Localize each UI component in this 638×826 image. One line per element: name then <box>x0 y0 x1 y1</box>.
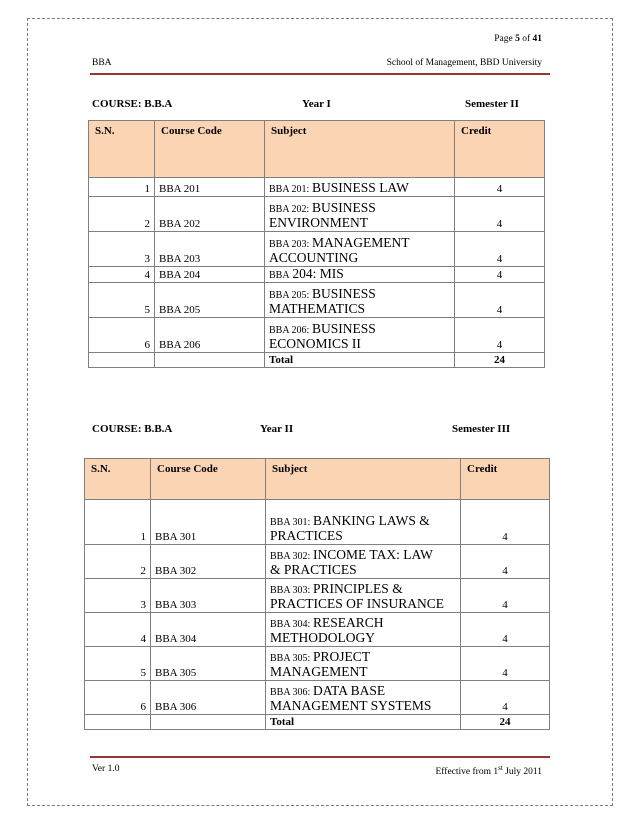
cell-sn: 4 <box>85 613 151 647</box>
subject-code: BBA <box>269 270 290 281</box>
table-header-row <box>85 459 550 500</box>
cell-credit: 4 <box>461 681 550 715</box>
footer-rule <box>90 756 550 758</box>
subject-code: BBA 201: <box>269 184 310 195</box>
subject-name-line1: BANKING LAWS & <box>313 513 430 528</box>
subject-name-line1: INCOME TAX: LAW <box>313 547 433 562</box>
footer-effective-text: Effective from 1 <box>435 767 499 778</box>
table-row <box>85 647 550 681</box>
subject-name-line2: PRACTICES OF INSURANCE <box>270 596 445 611</box>
subject-name-line1: DATA BASE <box>313 683 386 698</box>
cell-sn: 3 <box>89 232 155 267</box>
footer-effective-sup: st <box>498 764 503 772</box>
t2-course: COURSE: B.B.A <box>92 423 173 435</box>
subject-name-line1: BUSINESS LAW <box>312 180 409 195</box>
cell-subject <box>265 318 455 353</box>
subject-name-line2: MANAGEMENT SYSTEMS <box>270 698 432 713</box>
col-subject: Subject <box>265 121 455 178</box>
subject-name-line1: BUSINESS <box>312 321 376 336</box>
total-credit: 24 <box>461 715 550 730</box>
subject-code: BBA 203: <box>269 239 310 250</box>
cell-credit: 4 <box>455 267 545 283</box>
cell-sn: 6 <box>89 318 155 353</box>
cell-course-code: BBA 205 <box>155 283 265 318</box>
table-row <box>89 232 545 267</box>
col-credit: Credit <box>461 459 550 500</box>
table-row <box>89 178 545 197</box>
cell-subject <box>266 579 461 613</box>
cell-course-code: BBA 204 <box>155 267 265 283</box>
subject-code: BBA 206: <box>269 325 310 336</box>
cell-course-code: BBA 302 <box>151 545 266 579</box>
subject-name-line2: ACCOUNTING <box>269 250 359 265</box>
col-subject: Subject <box>266 459 461 500</box>
subject-name-line2: & PRACTICES <box>270 562 357 577</box>
subject-code: BBA 202: <box>269 204 310 215</box>
page-number <box>494 34 542 44</box>
table-row <box>85 681 550 715</box>
cell-subject <box>265 178 455 197</box>
cell-credit: 4 <box>455 197 545 232</box>
page-current: 5 <box>515 34 520 44</box>
table-header-row <box>89 121 545 178</box>
cell-subject <box>266 613 461 647</box>
total-credit: 24 <box>455 353 545 368</box>
col-credit: Credit <box>455 121 545 178</box>
t1-semester: Semester II <box>465 98 519 110</box>
table-total-row <box>89 353 545 368</box>
cell-empty <box>89 353 155 368</box>
cell-course-code: BBA 304 <box>151 613 266 647</box>
table-semester-iii <box>84 458 550 730</box>
cell-course-code: BBA 301 <box>151 500 266 545</box>
subject-code: BBA 301: <box>270 517 311 528</box>
cell-credit: 4 <box>461 647 550 681</box>
cell-credit: 4 <box>461 545 550 579</box>
col-sn: S.N. <box>89 121 155 178</box>
cell-subject <box>265 197 455 232</box>
cell-subject <box>266 500 461 545</box>
footer-effective <box>435 764 542 777</box>
cell-sn: 5 <box>85 647 151 681</box>
col-course-code: Course Code <box>155 121 265 178</box>
cell-subject <box>266 647 461 681</box>
footer-effective-date: July 2011 <box>502 767 542 778</box>
subject-code: BBA 303: <box>270 585 311 596</box>
cell-course-code: BBA 206 <box>155 318 265 353</box>
subject-code: BBA 302: <box>270 551 311 562</box>
header-rule <box>90 73 550 75</box>
cell-course-code: BBA 202 <box>155 197 265 232</box>
cell-sn: 2 <box>85 545 151 579</box>
footer-version: Ver 1.0 <box>92 764 120 774</box>
cell-credit: 4 <box>461 500 550 545</box>
cell-sn: 6 <box>85 681 151 715</box>
table-total-row <box>85 715 550 730</box>
subject-name-line2: ENVIRONMENT <box>269 215 368 230</box>
subject-code: BBA 304: <box>270 619 311 630</box>
subject-name-line1: RESEARCH <box>313 615 384 630</box>
cell-sn: 3 <box>85 579 151 613</box>
cell-subject <box>265 232 455 267</box>
table-row <box>89 267 545 283</box>
cell-empty <box>151 715 266 730</box>
cell-credit: 4 <box>455 283 545 318</box>
col-course-code: Course Code <box>151 459 266 500</box>
cell-course-code: BBA 306 <box>151 681 266 715</box>
subject-name-line1: PROJECT <box>313 649 371 664</box>
subject-name-line2: MANAGEMENT <box>270 664 368 679</box>
cell-sn: 1 <box>85 500 151 545</box>
table-row <box>85 545 550 579</box>
table-semester-ii <box>88 120 545 368</box>
total-label: Total <box>265 353 455 368</box>
page-label: Page <box>494 34 513 44</box>
cell-subject <box>266 545 461 579</box>
subject-code: BBA 205: <box>269 290 310 301</box>
cell-sn: 5 <box>89 283 155 318</box>
page-total: 41 <box>532 34 542 44</box>
cell-course-code: BBA 305 <box>151 647 266 681</box>
cell-credit: 4 <box>461 579 550 613</box>
header-right: School of Management, BBD University <box>386 58 542 68</box>
t2-semester: Semester III <box>452 423 511 435</box>
cell-credit: 4 <box>455 318 545 353</box>
t1-year: Year I <box>302 98 331 110</box>
cell-credit: 4 <box>455 232 545 267</box>
subject-name-line2: ECONOMICS II <box>269 336 361 351</box>
cell-sn: 4 <box>89 267 155 283</box>
cell-course-code: BBA 201 <box>155 178 265 197</box>
subject-name-line2: PRACTICES <box>270 528 343 543</box>
col-sn: S.N. <box>85 459 151 500</box>
cell-empty <box>155 353 265 368</box>
cell-subject <box>265 283 455 318</box>
cell-sn: 2 <box>89 197 155 232</box>
subject-code: BBA 305: <box>270 653 311 664</box>
subject-code: BBA 306: <box>270 687 311 698</box>
table-row <box>89 283 545 318</box>
cell-sn: 1 <box>89 178 155 197</box>
subject-name-line1: PRINCIPLES & <box>313 581 403 596</box>
subject-name-line1: BUSINESS <box>312 286 376 301</box>
subject-name-line1: BUSINESS <box>312 200 376 215</box>
total-label: Total <box>266 715 461 730</box>
table-row <box>85 500 550 545</box>
subject-name-line1: 204: MIS <box>292 266 344 281</box>
t1-course: COURSE: B.B.A <box>92 98 173 110</box>
table-row <box>85 613 550 647</box>
t2-year: Year II <box>260 423 294 435</box>
subject-name-line2: MATHEMATICS <box>269 301 366 316</box>
table-row <box>89 318 545 353</box>
cell-course-code: BBA 303 <box>151 579 266 613</box>
cell-empty <box>85 715 151 730</box>
subject-name-line2: METHODOLOGY <box>270 630 375 645</box>
table-row <box>85 579 550 613</box>
cell-subject <box>265 267 455 283</box>
cell-course-code: BBA 203 <box>155 232 265 267</box>
page-of: of <box>522 34 531 44</box>
subject-name-line1: MANAGEMENT <box>312 235 410 250</box>
header-left: BBA <box>92 58 112 68</box>
cell-subject <box>266 681 461 715</box>
table-row <box>89 197 545 232</box>
cell-credit: 4 <box>455 178 545 197</box>
cell-credit: 4 <box>461 613 550 647</box>
